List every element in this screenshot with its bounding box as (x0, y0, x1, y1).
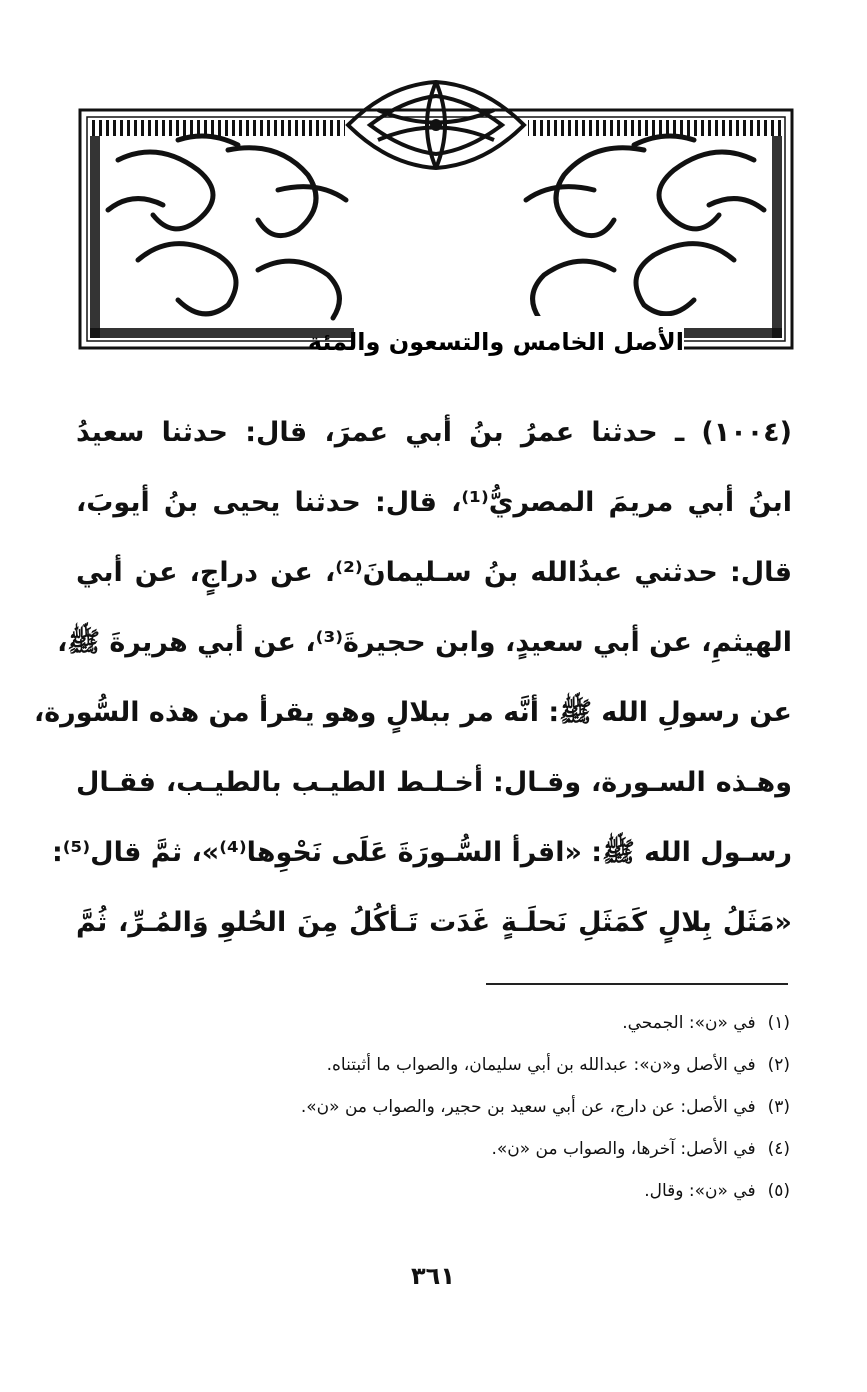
footnote-item (100, 1086, 790, 1128)
footnote-text: في «ن»: وقال. (644, 1181, 756, 1201)
hadith-text (33, 398, 793, 958)
page-number: ٣٦١ (411, 1262, 455, 1290)
footnote-text: في الأصل: آخرها، والصواب من «ن». (491, 1139, 756, 1159)
footnote-number: (٤) (767, 1139, 790, 1159)
footnotes (100, 1002, 790, 1212)
ornamental-header (78, 80, 794, 356)
chapter-title: الأصل الخامس والتسعون والمئة (354, 316, 684, 368)
text-line: (١٠٠٤) ـ حدثنا عمرُ بنُ أبي عمرَ، قال: حدثنا سعيدُ (76, 417, 792, 448)
text-line: الهيثمِ، عن أبي سعيدٍ، وابن حجيرةَ⁽³⁾، عن أبي هريرةَ ﷺ، (57, 627, 792, 658)
footnote-item (100, 1044, 790, 1086)
footnote-text: في الأصل و«ن»: عبدالله بن أبي سليمان، والصواب ما أثبتناه. (326, 1055, 756, 1075)
footnote-separator (486, 983, 788, 985)
footnote-item (100, 1128, 790, 1170)
footnote-text: في «ن»: الجمحي. (622, 1013, 756, 1033)
footnote-number: (٢) (767, 1055, 790, 1075)
arabesque-ornament (78, 80, 794, 350)
text-line: عن رسولِ الله ﷺ: أنَّه مر ببلالٍ وهو يقرأ من هذه السُّورة، (33, 697, 792, 728)
footnote-number: (١) (767, 1013, 790, 1033)
text-line: وهـذه السـورة، وقـال: أخـلـط الطيـب بالطيـب، فقـال (76, 767, 792, 798)
text-line: «مَثَلُ بِلالٍ كَمَثَلِ نَحلَـةٍ غَدَت تَـأكُلُ مِنَ الحُلوِ وَالمُـرِّ، ثُمَّ (76, 907, 792, 938)
footnote-item (100, 1170, 790, 1212)
footnote-number: (٣) (767, 1097, 790, 1117)
text-line: ابنُ أبي مريمَ المصريُّ⁽¹⁾، قال: حدثنا يحيى بنُ أيوبَ، (76, 487, 793, 518)
text-line: قال: حدثني عبدُالله بنُ سـليمانَ⁽²⁾، عن دراجٍ، عن أبي (76, 557, 792, 588)
footnote-number: (٥) (767, 1181, 790, 1201)
footnote-item (100, 1002, 790, 1044)
text-line: رسـول الله ﷺ: «اقرأ السُّـورَةَ عَلَى نَحْوِها⁽⁴⁾»، ثمَّ قال⁽⁵⁾: (51, 837, 792, 868)
footnote-text: في الأصل: عن دارج، عن أبي سعيد بن حجير، والصواب من «ن». (300, 1097, 756, 1117)
